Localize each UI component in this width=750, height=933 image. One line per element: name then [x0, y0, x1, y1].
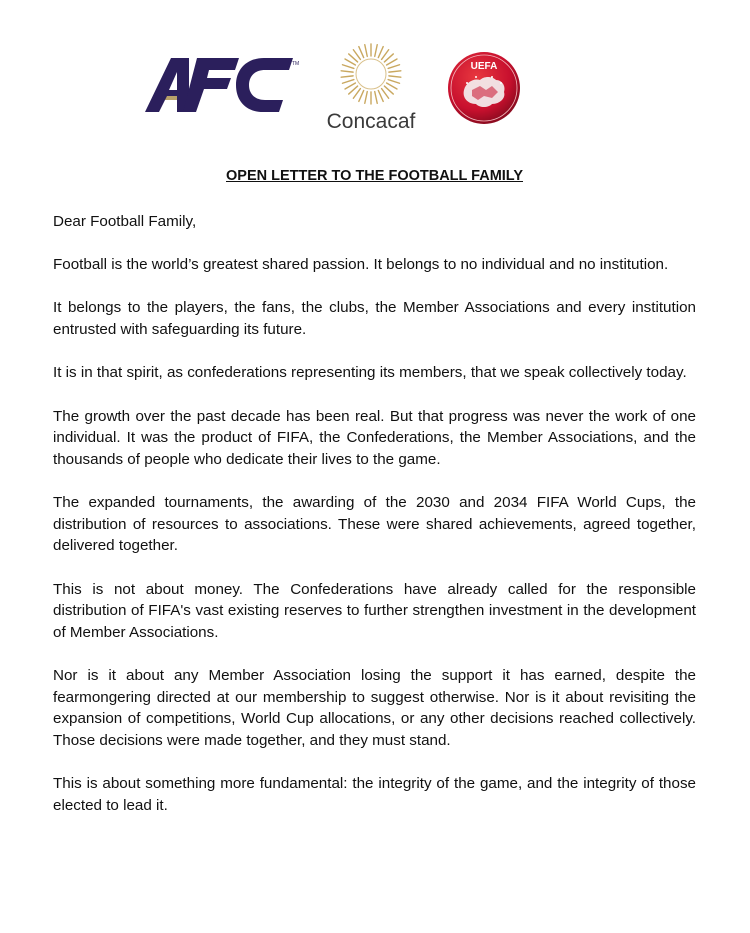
open-letter	[53, 166, 696, 838]
letter-paragraph: Nor is it about any Member Association losing the support it has earned, despite the fearmongering directed at our membership to suggest otherwise. Nor is it about revisiting the expansion of competitions, World Cup allocations, or any other decisions reached collectively. Those decisions were made together, and they must stand.	[53, 667, 696, 749]
letter-greeting: Dear Football Family,	[53, 213, 197, 230]
letter-paragraph: Football is the world’s greatest shared passion. It belongs to no individual and no institution.	[53, 255, 669, 273]
letter-paragraph: It is in that spirit, as confederations representing its members, that we speak collectively today.	[53, 364, 687, 381]
svg-text:TM: TM	[292, 61, 300, 67]
letter-paragraph: It belongs to the players, the fans, the clubs, the Member Associations and every institution entrusted with safeguarding its future.	[53, 299, 696, 338]
svg-text:UEFA: UEFA	[470, 61, 498, 72]
afc-logo	[143, 56, 298, 114]
letter-paragraph: The expanded tournaments, the awarding of the 2030 and 2034 FIFA World Cups, the distribution of resources to associations. These were shared achievements, agreed together, delivered together.	[53, 494, 696, 554]
uefa-logo	[446, 50, 522, 126]
letter-paragraph: This is about something more fundamental: the integrity of the game, and the integrity of those elected to lead it.	[53, 775, 696, 814]
letter-paragraph: This is not about money. The Confederations have already called for the responsible distribution of FIFA's vast existing reserves to further strengthen investment in the development of Member Associations.	[53, 580, 696, 641]
letter-paragraph: The growth over the past decade has been real. But that progress was never the work of one individual. It was the product of FIFA, the Confederations, the Member Associations, and the thousands of people who dedicate their lives to the game.	[53, 407, 696, 468]
concacaf-logo	[316, 42, 426, 134]
logo-bar	[0, 40, 750, 135]
svg-text:Concacaf: Concacaf	[326, 110, 416, 133]
letter-title: OPEN LETTER TO THE FOOTBALL FAMILY	[226, 168, 523, 184]
